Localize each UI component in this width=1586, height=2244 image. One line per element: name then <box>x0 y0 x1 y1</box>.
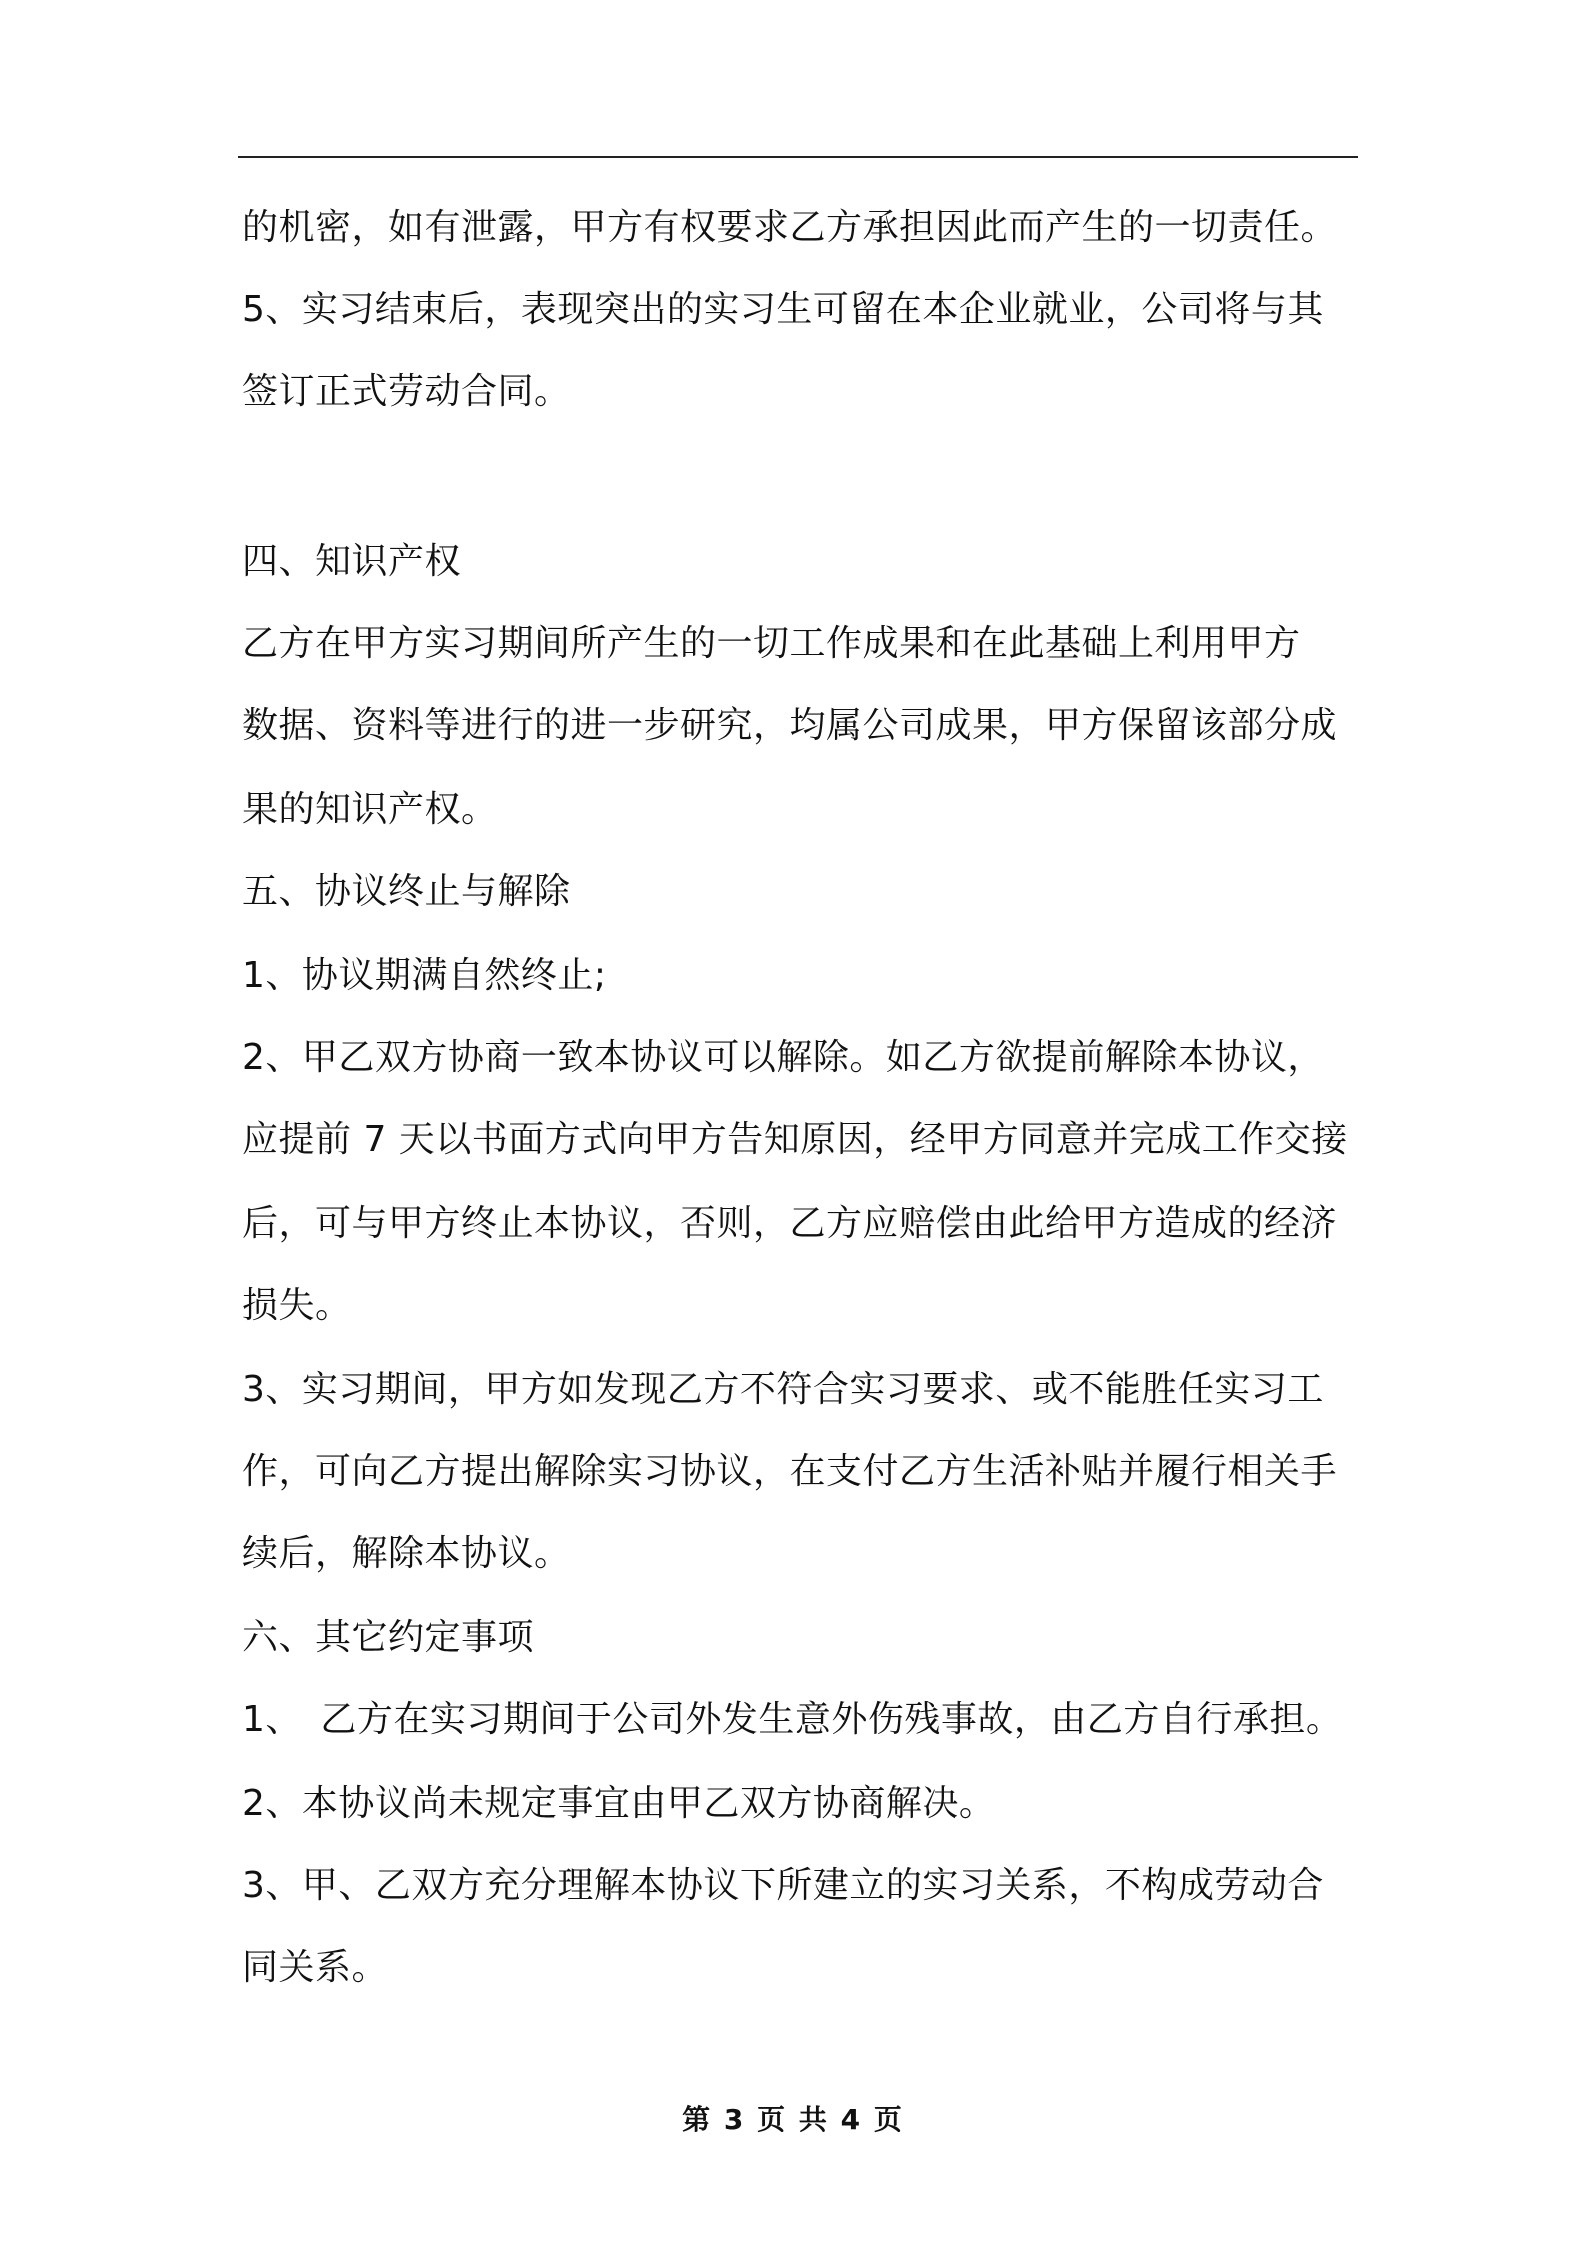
text-line: 2、本协议尚未规定事宜由甲乙双方协商解决。 <box>242 1783 996 1824</box>
text-line: 数据、资料等进行的进一步研究，均属公司成果，甲方保留该部分成 <box>242 705 1338 746</box>
text-line: 1、协议期满自然终止; <box>242 955 607 996</box>
text-line: 5、实习结束后，表现突出的实习生可留在本企业就业，公司将与其 <box>242 289 1324 330</box>
section-heading: 四、知识产权 <box>242 541 462 582</box>
text-line: 同关系。 <box>242 1947 389 1988</box>
text-line: 乙方在甲方实习期间所产生的一切工作成果和在此基础上利用甲方 <box>242 623 1301 664</box>
header-rule <box>238 156 1358 158</box>
text-line: 的机密，如有泄露，甲方有权要求乙方承担因此而产生的一切责任。 <box>242 207 1338 248</box>
section-heading: 六、其它约定事项 <box>242 1617 535 1658</box>
text-line: 3、实习期间，甲方如发现乙方不符合实习要求、或不能胜任实习工 <box>242 1369 1324 1410</box>
text-line: 损失。 <box>242 1285 352 1326</box>
text-line: 签订正式劳动合同。 <box>242 371 571 412</box>
page-footer: 第 3 页 共 4 页 <box>682 2103 904 2136</box>
text-line: 3、甲、乙双方充分理解本协议下所建立的实习关系，不构成劳动合 <box>242 1865 1324 1906</box>
text-line: 果的知识产权。 <box>242 789 498 830</box>
text-line: 2、甲乙双方协商一致本协议可以解除。如乙方欲提前解除本协议， <box>242 1037 1324 1078</box>
text-line: 作，可向乙方提出解除实习协议，在支付乙方生活补贴并履行相关手 <box>242 1451 1338 1492</box>
text-line: 后，可与甲方终止本协议，否则，乙方应赔偿由此给甲方造成的经济 <box>242 1203 1338 1244</box>
text-line: 1、 乙方在实习期间于公司外发生意外伤残事故，由乙方自行承担。 <box>242 1699 1343 1740</box>
text-line: 续后，解除本协议。 <box>242 1533 571 1574</box>
section-heading: 五、协议终止与解除 <box>242 871 571 912</box>
text-line: 应提前 7 天以书面方式向甲方告知原因，经甲方同意并完成工作交接 <box>242 1119 1348 1160</box>
